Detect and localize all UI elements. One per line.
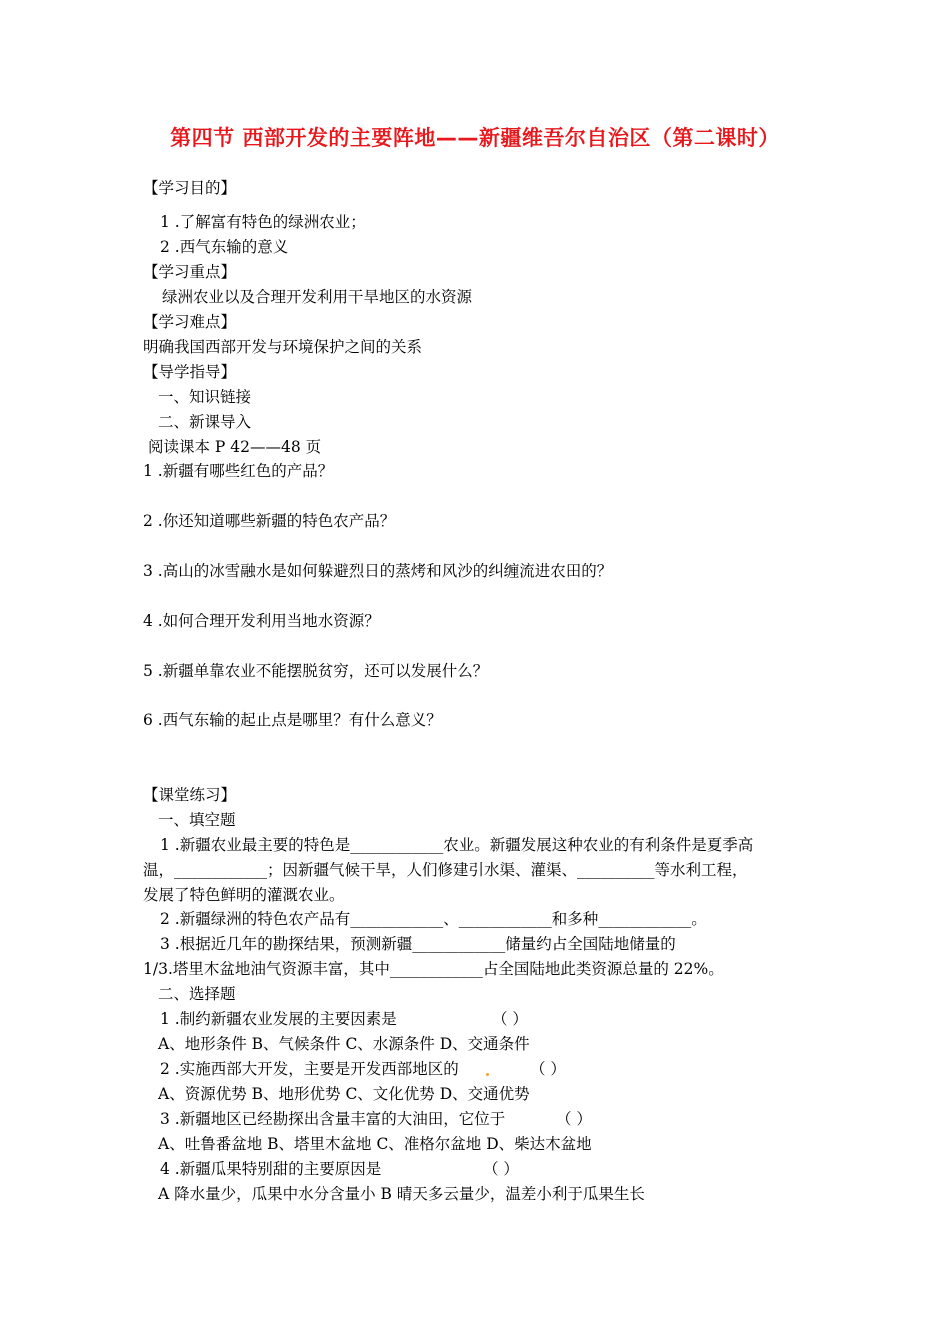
choice-1-options: A、地形条件 B、气候条件 C、水源条件 D、交通条件 — [158, 1035, 530, 1053]
question-4: 4 .如何合理开发利用当地水资源？ — [143, 612, 380, 630]
guidance-item-3: 阅读课本 P 42——48 页 — [148, 438, 322, 456]
choice-3-answer-paren: （ ） — [556, 1110, 592, 1128]
heading-guidance: 【导学指导】 — [143, 363, 237, 381]
document-title: 第四节 西部开发的主要阵地——新疆维吾尔自治区（第二课时） — [170, 126, 780, 150]
guidance-item-1: 一、知识链接 — [158, 388, 252, 406]
key-point-1: 绿洲农业以及合理开发利用干旱地区的水资源 — [162, 288, 473, 306]
choice-title: 二、选择题 — [158, 985, 236, 1003]
question-5: 5 .新疆单靠农业不能摆脱贫穷，还可以发展什么？ — [143, 662, 489, 680]
fill-blank-1-line-2: 温，____________；因新疆气候干旱，人们修建引水渠、灌渠、__________等水利工程， — [143, 861, 748, 879]
heading-learning-goals: 【学习目的】 — [143, 179, 237, 197]
fill-blank-1-line-1: 1 .新疆农业最主要的特色是____________农业。新疆发展这种农业的有利条件是夏季高 — [160, 836, 754, 854]
fill-blank-3-line-1: 3 .根据近几年的勘探结果，预测新疆____________储量约占全国陆地储量的 — [160, 935, 676, 953]
difficulty-1: 明确我国西部开发与环境保护之间的关系 — [143, 338, 423, 356]
question-2: 2 .你还知道哪些新疆的特色农产品？ — [143, 512, 396, 530]
choice-2-answer-paren: （ ） — [530, 1060, 566, 1078]
heading-difficulties: 【学习难点】 — [143, 313, 237, 331]
choice-2-question: 2 .实施西部大开发，主要是开发西部地区的 — [160, 1060, 459, 1078]
choice-3-question: 3 .新疆地区已经勘探出含量丰富的大油田，它位于 — [160, 1110, 506, 1128]
question-3: 3 .高山的冰雪融水是如何躲避烈日的蒸烤和风沙的纠缠流进农田的？ — [143, 562, 613, 580]
heading-practice: 【课堂练习】 — [143, 786, 237, 804]
goal-item-1: 1 .了解富有特色的绿洲农业； — [160, 213, 366, 231]
fill-blank-2: 2 .新疆绿洲的特色农产品有____________、____________和多种____________。 — [160, 910, 707, 928]
choice-3-options: A、吐鲁番盆地 B、塔里木盆地 C、准格尔盆地 D、柴达木盆地 — [158, 1135, 592, 1153]
choice-2-options: A、资源优势 B、地形优势 C、文化优势 D、交通优势 — [158, 1085, 530, 1103]
choice-4-answer-paren: （ ） — [483, 1160, 519, 1178]
guidance-item-2: 二、新课导入 — [158, 413, 252, 431]
choice-4-options: A 降水量少，瓜果中水分含量小 B 晴天多云量少，温差小利于瓜果生长 — [158, 1185, 645, 1203]
fill-blank-1-line-3: 发展了特色鲜明的灌溉农业。 — [143, 886, 345, 904]
choice-1-question: 1 .制约新疆农业发展的主要因素是 — [160, 1010, 397, 1028]
marker-dot — [486, 1073, 489, 1076]
fill-blank-title: 一、填空题 — [158, 811, 236, 829]
heading-key-points: 【学习重点】 — [143, 263, 237, 281]
question-6: 6 .西气东输的起止点是哪里？有什么意义？ — [143, 711, 442, 729]
goal-item-2: 2 .西气东输的意义 — [160, 238, 289, 256]
choice-1-answer-paren: （ ） — [492, 1010, 528, 1028]
question-1: 1 .新疆有哪些红色的产品？ — [143, 462, 334, 480]
choice-4-question: 4 .新疆瓜果特别甜的主要原因是 — [160, 1160, 382, 1178]
fill-blank-3-line-2: 1/3.塔里木盆地油气资源丰富，其中____________占全国陆地此类资源总量的 22%。 — [143, 960, 724, 978]
